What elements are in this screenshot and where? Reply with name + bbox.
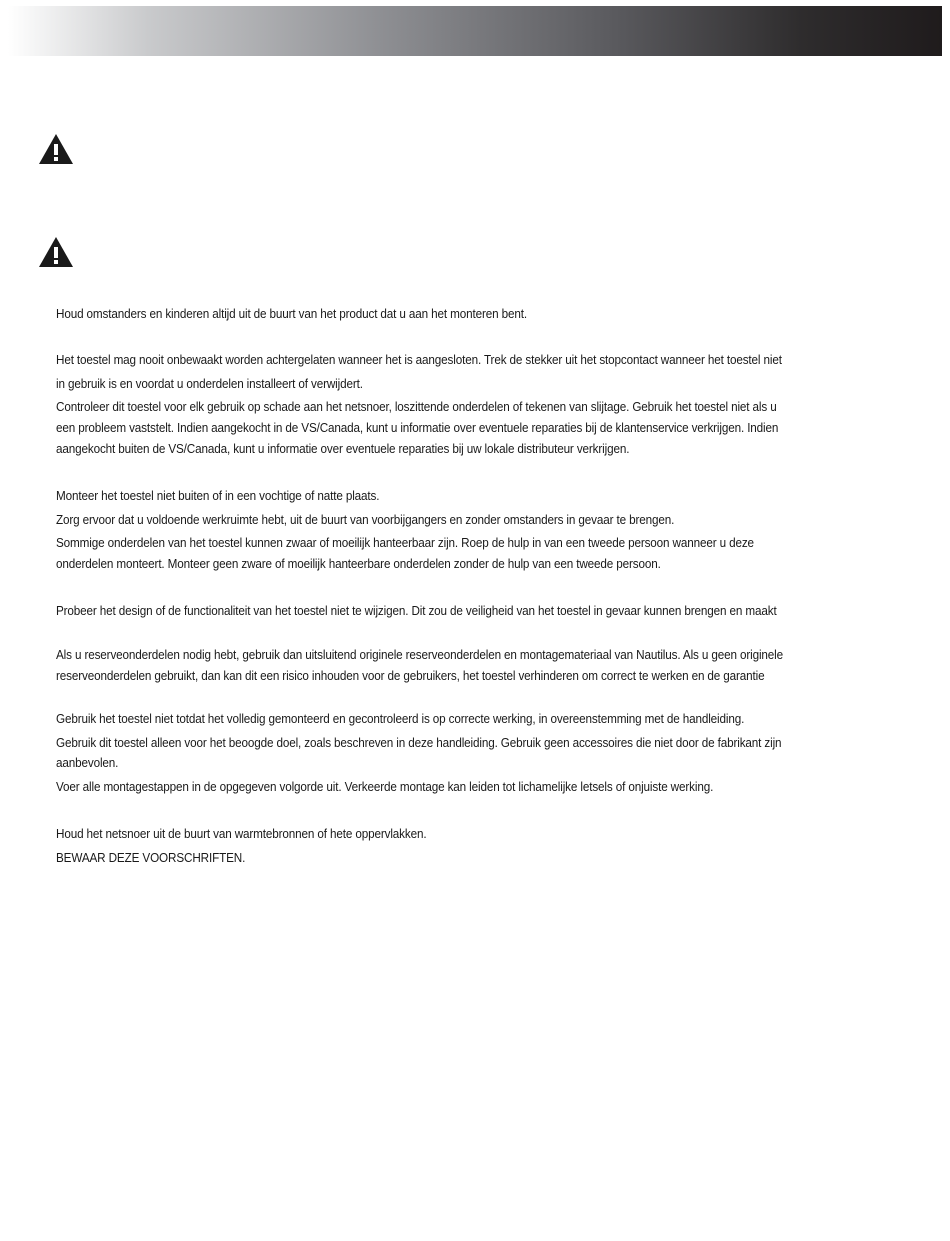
instruction-line: Voer alle montagestappen in de opgegeven volgorde uit. Verkeerde montage kan leiden tot lichamelijke letsels of onjuiste werking.: [56, 780, 714, 794]
instruction-line: Monteer het toestel niet buiten of in een vochtige of natte plaats.: [56, 489, 380, 503]
instruction-line: Als u reserveonderdelen nodig hebt, gebruik dan uitsluitend originele reserveonderdelen en montagemateriaal van Nautilus. Als u geen originele: [56, 648, 783, 662]
instruction-line: reserveonderdelen gebruikt, dan kan dit een risico inhouden voor de gebruikers, het toestel verhinderen om correct te werken en de garantie: [56, 669, 765, 683]
instruction-line: Controleer dit toestel voor elk gebruik op schade aan het netsnoer, loszittende onderdelen of tekenen van slijtage. Gebruik het toestel niet als u: [56, 400, 777, 414]
instruction-line: een probleem vaststelt. Indien aangekocht in de VS/Canada, kunt u informatie over eventuele reparaties bij de klantenservice verkrijgen. Indien: [56, 421, 779, 435]
instruction-line: Gebruik het toestel niet totdat het volledig gemonteerd en gecontroleerd is op correcte werking, in overeenstemming met de handleiding.: [56, 712, 745, 726]
instruction-line: in gebruik is en voordat u onderdelen installeert of verwijdert.: [56, 377, 363, 391]
instruction-line: Houd omstanders en kinderen altijd uit de buurt van het product dat u aan het monteren bent.: [56, 307, 527, 321]
instruction-line: Zorg ervoor dat u voldoende werkruimte hebt, uit de buurt van voorbijgangers en zonder omstanders in gevaar te brengen.: [56, 513, 675, 527]
instruction-line: onderdelen monteert. Monteer geen zware of moeilijk hanteerbare onderdelen zonder de hulp van een tweede persoon.: [56, 557, 661, 571]
warning-triangle-icon: [38, 133, 74, 165]
closing-notice: BEWAAR DEZE VOORSCHRIFTEN.: [56, 851, 246, 865]
instruction-line: Sommige onderdelen van het toestel kunnen zwaar of moeilijk hanteerbaar zijn. Roep de hulp in van een tweede persoon wanneer u deze: [56, 536, 754, 550]
header-gradient-bar: [8, 6, 942, 56]
instruction-line: Het toestel mag nooit onbewaakt worden achtergelaten wanneer het is aangesloten. Trek de stekker uit het stopcontact wanneer het toestel niet: [56, 353, 782, 367]
instruction-line: aangekocht buiten de VS/Canada, kunt u informatie over eventuele reparaties bij uw lokale distributeur verkrijgen.: [56, 442, 630, 456]
instruction-line: aanbevolen.: [56, 756, 119, 770]
instruction-line: Probeer het design of de functionaliteit van het toestel niet te wijzigen. Dit zou de veiligheid van het toestel in gevaar kunnen brengen en maakt: [56, 604, 777, 618]
warning-triangle-icon: [38, 236, 74, 268]
instruction-line: Houd het netsnoer uit de buurt van warmtebronnen of hete oppervlakken.: [56, 827, 427, 841]
instruction-line: Gebruik dit toestel alleen voor het beoogde doel, zoals beschreven in deze handleiding. Gebruik geen accessoires die niet door de fabrikant zijn: [56, 736, 782, 750]
